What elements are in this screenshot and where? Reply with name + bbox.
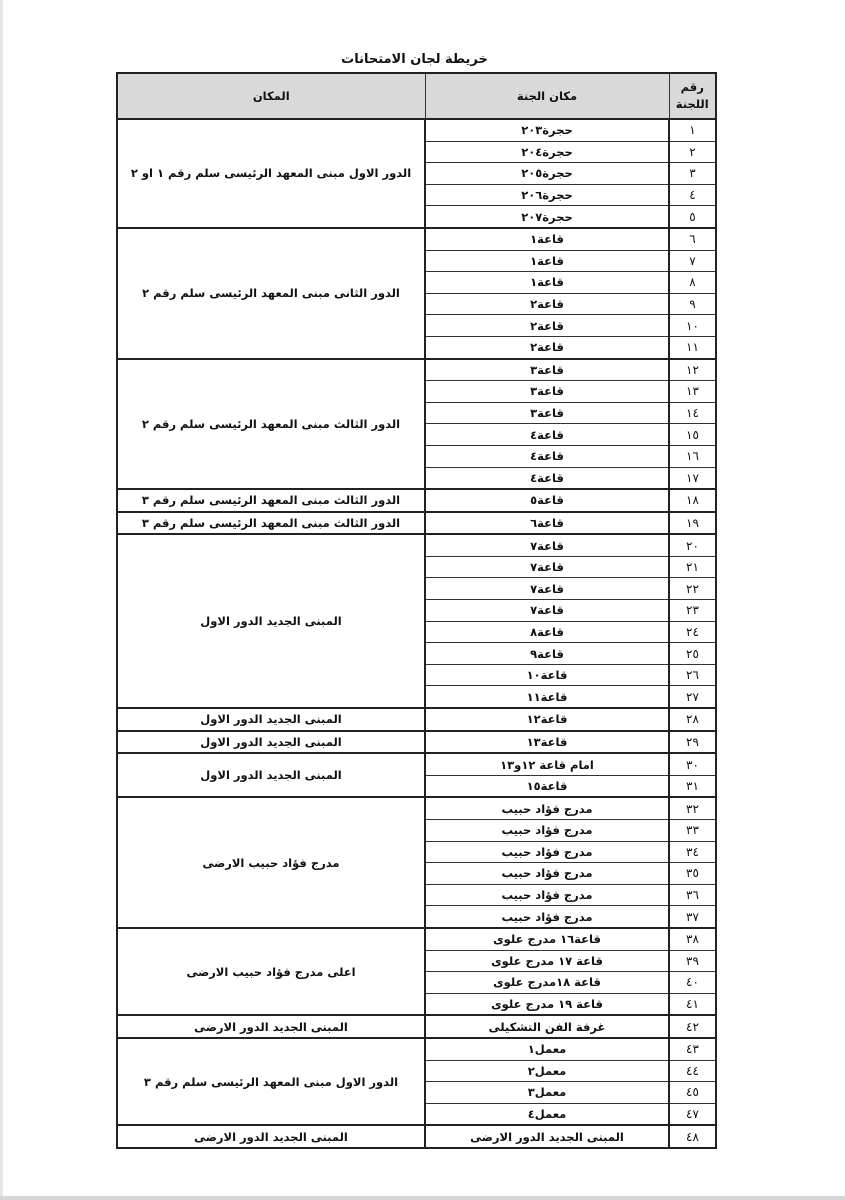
- committee-room: قاعة٦: [425, 512, 669, 535]
- committee-room: قاعة ١٧ مدرج علوى: [425, 950, 669, 972]
- committee-room: مدرج فؤاد حبيب: [425, 863, 669, 885]
- committee-room: قاعة ١٨مدرج علوى: [425, 972, 669, 994]
- committee-number: ٢٨: [669, 708, 716, 731]
- committee-place: الدور الاول مبنى المعهد الرئيسى سلم رقم ١ او ٢: [117, 119, 425, 228]
- committee-number: ٤٣: [669, 1038, 716, 1060]
- committee-number: ٢٦: [669, 664, 716, 686]
- committee-room: قاعة١٢: [425, 708, 669, 731]
- committee-number: ٤٧: [669, 1103, 716, 1125]
- committee-room: قاعة١٠: [425, 664, 669, 686]
- committee-number: ٩: [669, 293, 716, 315]
- committee-room: قاعة٤: [425, 445, 669, 467]
- committee-number: ٣٢: [669, 797, 716, 819]
- committee-place: اعلى مدرج فؤاد حبيب الارضى: [117, 928, 425, 1015]
- committee-room: مدرج فؤاد حبيب: [425, 906, 669, 928]
- committee-room: قاعة١٥: [425, 775, 669, 797]
- committee-room: حجرة٢٠٣: [425, 119, 669, 141]
- committee-number: ٤٥: [669, 1082, 716, 1104]
- committee-room: مدرج فؤاد حبيب: [425, 884, 669, 906]
- committee-place: الدور الثالث مبنى المعهد الرئيسى سلم رقم ٢: [117, 359, 425, 490]
- committee-number: ٢٠: [669, 534, 716, 556]
- committee-room: امام قاعة ١٢و١٣: [425, 753, 669, 775]
- committee-number: ٤٤: [669, 1060, 716, 1082]
- committee-place: المبنى الجديد الدور الارضى: [117, 1125, 425, 1148]
- committee-number: ١٧: [669, 467, 716, 489]
- committee-room: قاعة٢: [425, 315, 669, 337]
- committee-number: ٣٧: [669, 906, 716, 928]
- committee-number: ٣٣: [669, 820, 716, 842]
- table-row: [117, 708, 716, 731]
- table-row: [117, 928, 716, 950]
- committee-number: ٥: [669, 206, 716, 228]
- committee-room: قاعة٣: [425, 402, 669, 424]
- committee-room: مدرج فؤاد حبيب: [425, 820, 669, 842]
- committee-room: قاعة١: [425, 250, 669, 272]
- committee-place: الدور الثالث مبنى المعهد الرئيسى سلم رقم ٣: [117, 489, 425, 512]
- committee-number: ٦: [669, 228, 716, 250]
- table-row: [117, 512, 716, 535]
- committee-room: قاعة ١٩ مدرج علوى: [425, 993, 669, 1015]
- table-row: [117, 489, 716, 512]
- committee-room: قاعة٥: [425, 489, 669, 512]
- table-row: [117, 359, 716, 381]
- committee-room: حجرة٢٠٤: [425, 141, 669, 163]
- committee-room: قاعة٤: [425, 424, 669, 446]
- committee-number: ٢٥: [669, 643, 716, 665]
- committee-room: قاعة٨: [425, 621, 669, 643]
- committee-place: الدور الاول مبنى المعهد الرئيسى سلم رقم ٣: [117, 1038, 425, 1125]
- committee-place: الدور الثالث مبنى المعهد الرئيسى سلم رقم ٣: [117, 512, 425, 535]
- committee-number: ٢: [669, 141, 716, 163]
- table-header-row: [117, 73, 716, 119]
- committee-number: ١١: [669, 336, 716, 358]
- committee-room: حجرة٢٠٦: [425, 184, 669, 206]
- committee-room: معمل٢: [425, 1060, 669, 1082]
- table-row: [117, 534, 716, 556]
- committee-room: قاعة١٣: [425, 731, 669, 754]
- committee-number: ٣٤: [669, 841, 716, 863]
- committee-room: قاعة٧: [425, 600, 669, 622]
- committee-place: مدرج فؤاد حبيب الارضى: [117, 797, 425, 928]
- committee-place: الدور الثانى مبنى المعهد الرئيسى سلم رقم ٢: [117, 228, 425, 359]
- table-row: [117, 1038, 716, 1060]
- committee-room: قاعة٢: [425, 336, 669, 358]
- committee-room: المبنى الجديد الدور الارضى: [425, 1125, 669, 1148]
- committee-room: قاعة٣: [425, 381, 669, 403]
- committee-number: ٤١: [669, 993, 716, 1015]
- committee-room: قاعة١٦ مدرج علوى: [425, 928, 669, 950]
- committee-number: ٤: [669, 184, 716, 206]
- committee-number: ٤٨: [669, 1125, 716, 1148]
- scan-edge-bottom: [0, 1196, 845, 1200]
- table-row: [117, 731, 716, 754]
- committee-room: حجرة٢٠٧: [425, 206, 669, 228]
- committee-place: المبنى الجديد الدور الارضى: [117, 1015, 425, 1038]
- committee-number: ٢١: [669, 556, 716, 578]
- table-row: [117, 228, 716, 250]
- committee-number: ١٣: [669, 381, 716, 403]
- header-room: مكان الجنة: [425, 73, 669, 119]
- committee-place: المبنى الجديد الدور الاول: [117, 534, 425, 708]
- committee-number: ٣٥: [669, 863, 716, 885]
- committee-number: ٣١: [669, 775, 716, 797]
- committee-room: قاعة٧: [425, 556, 669, 578]
- committee-number: ٢٤: [669, 621, 716, 643]
- committee-number: ١٩: [669, 512, 716, 535]
- scan-edge-left: [0, 0, 3, 1200]
- committee-place: المبنى الجديد الدور الاول: [117, 708, 425, 731]
- header-number: رقم اللجنة: [669, 73, 716, 119]
- committee-room: قاعة٤: [425, 467, 669, 489]
- table-body: [117, 119, 716, 1148]
- committee-room: قاعة٢: [425, 293, 669, 315]
- committee-room: قاعة١: [425, 228, 669, 250]
- committee-room: معمل٣: [425, 1082, 669, 1104]
- committee-number: ١٥: [669, 424, 716, 446]
- committee-number: ١: [669, 119, 716, 141]
- committee-room: قاعة٧: [425, 534, 669, 556]
- committee-room: قاعة٧: [425, 578, 669, 600]
- committee-room: غرفة الفن التشكيلى: [425, 1015, 669, 1038]
- committee-room: معمل٤: [425, 1103, 669, 1125]
- committee-room: قاعة١: [425, 272, 669, 294]
- committee-room: مدرج فؤاد حبيب: [425, 841, 669, 863]
- committee-place: المبنى الجديد الدور الاول: [117, 753, 425, 797]
- committee-place: المبنى الجديد الدور الاول: [117, 731, 425, 754]
- page-title: خريطة لجان الامتحانات: [341, 52, 488, 67]
- committee-number: ٣٠: [669, 753, 716, 775]
- committee-number: ١٨: [669, 489, 716, 512]
- table-row: [117, 753, 716, 775]
- table-row: [117, 119, 716, 141]
- committee-number: ٢٩: [669, 731, 716, 754]
- committee-number: ٣٦: [669, 884, 716, 906]
- committee-room: معمل١: [425, 1038, 669, 1060]
- table-row: [117, 1015, 716, 1038]
- header-place: المكان: [117, 73, 425, 119]
- committee-room: قاعة١١: [425, 686, 669, 708]
- committee-number: ٤٢: [669, 1015, 716, 1038]
- committee-number: ٨: [669, 272, 716, 294]
- committee-room: مدرج فؤاد حبيب: [425, 797, 669, 819]
- committee-number: ٢٧: [669, 686, 716, 708]
- committee-room: قاعة٣: [425, 359, 669, 381]
- committee-number: ١٤: [669, 402, 716, 424]
- committee-room: حجرة٢٠٥: [425, 163, 669, 185]
- committee-number: ٤٠: [669, 972, 716, 994]
- committee-number: ٣: [669, 163, 716, 185]
- committees-table: [116, 72, 717, 1149]
- committee-number: ٧: [669, 250, 716, 272]
- table-row: [117, 1125, 716, 1148]
- committee-number: ١٠: [669, 315, 716, 337]
- committee-number: ٢٣: [669, 600, 716, 622]
- committee-number: ١٢: [669, 359, 716, 381]
- committee-number: ٢٢: [669, 578, 716, 600]
- committee-number: ١٦: [669, 445, 716, 467]
- committee-number: ٣٩: [669, 950, 716, 972]
- committee-room: قاعة٩: [425, 643, 669, 665]
- table-row: [117, 797, 716, 819]
- committee-number: ٣٨: [669, 928, 716, 950]
